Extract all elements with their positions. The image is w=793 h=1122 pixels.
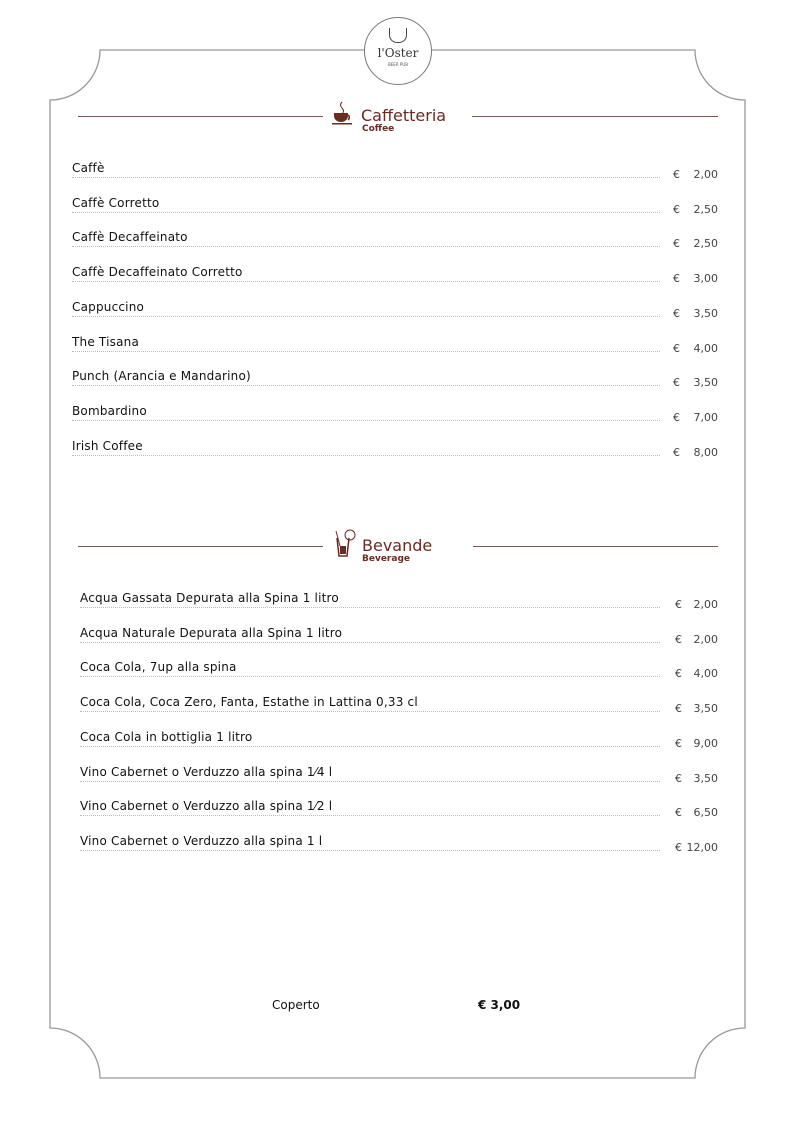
dotted-leader bbox=[72, 385, 660, 386]
item-name: Vino Cabernet o Verduzzo alla spina 1⁄2 l bbox=[80, 799, 333, 814]
item-currency: € bbox=[675, 736, 682, 750]
menu-item bbox=[72, 369, 718, 399]
item-currency: € bbox=[675, 702, 682, 716]
item-currency: € bbox=[675, 598, 682, 611]
item-currency: € bbox=[673, 306, 680, 320]
menu-item bbox=[80, 730, 718, 760]
coperto-label: Coperto bbox=[272, 998, 320, 1012]
item-name: Caffè Decaffeinato bbox=[72, 230, 188, 245]
item-name: Vino Cabernet o Verduzzo alla spina 1⁄4 l bbox=[80, 764, 333, 779]
item-name: Punch (Arancia e Mandarino) bbox=[72, 369, 251, 384]
section-title: Bevande bbox=[362, 536, 433, 555]
item-name: Caffè bbox=[72, 161, 105, 175]
item-currency: € bbox=[673, 202, 680, 216]
item-price: 4,00 bbox=[693, 667, 718, 681]
section-title: Caffetteria bbox=[361, 106, 447, 125]
menu-item bbox=[72, 439, 718, 469]
item-name: The Tisana bbox=[72, 334, 139, 349]
dotted-leader bbox=[80, 850, 660, 851]
divider bbox=[78, 546, 323, 547]
item-currency: € bbox=[675, 806, 682, 820]
item-name: Vino Cabernet o Verduzzo alla spina 1 l bbox=[80, 833, 323, 848]
menu-item bbox=[80, 626, 718, 656]
item-currency: € bbox=[673, 237, 680, 251]
drink-glass-icon bbox=[333, 528, 357, 558]
menu-item bbox=[72, 265, 718, 295]
menu-item bbox=[80, 834, 718, 864]
menu-item bbox=[72, 335, 718, 365]
menu-item bbox=[72, 404, 718, 434]
dotted-leader bbox=[80, 676, 660, 677]
dotted-leader bbox=[72, 455, 660, 456]
item-price: 3,50 bbox=[693, 702, 718, 716]
item-name: Acqua Naturale Depurata alla Spina 1 litro bbox=[80, 625, 343, 640]
item-price: 4,00 bbox=[693, 341, 718, 355]
item-name: Coca Cola in bottiglia 1 litro bbox=[80, 729, 253, 744]
item-price: 12,00 bbox=[686, 840, 718, 854]
dotted-leader bbox=[72, 351, 660, 352]
dotted-leader bbox=[72, 420, 660, 421]
logo-tagline: BEER PUB bbox=[388, 62, 408, 67]
item-currency: € bbox=[673, 376, 680, 390]
item-currency: € bbox=[673, 341, 680, 355]
logo bbox=[364, 17, 432, 85]
item-price: 2,00 bbox=[693, 632, 718, 646]
coperto-price: € 3,00 bbox=[478, 998, 521, 1012]
dotted-leader bbox=[80, 781, 660, 782]
item-name: Bombardino bbox=[72, 403, 147, 418]
divider bbox=[472, 116, 718, 117]
menu-item bbox=[80, 695, 718, 725]
item-price: 3,00 bbox=[693, 272, 718, 286]
item-currency: € bbox=[673, 445, 680, 459]
item-price: 2,00 bbox=[693, 598, 718, 611]
item-currency: € bbox=[673, 410, 680, 424]
wine-glass-icon bbox=[389, 28, 407, 43]
coffee-cup-icon bbox=[332, 100, 354, 126]
menu-item bbox=[72, 230, 718, 260]
item-currency: € bbox=[675, 840, 682, 854]
item-price: 6,50 bbox=[693, 806, 718, 820]
item-price: 3,50 bbox=[693, 306, 718, 320]
dotted-leader bbox=[80, 642, 660, 643]
section-subtitle: Beverage bbox=[362, 554, 410, 564]
menu-item bbox=[80, 799, 718, 829]
menu-item bbox=[72, 196, 718, 226]
menu-item bbox=[80, 660, 718, 690]
item-price: 3,50 bbox=[693, 376, 718, 390]
item-currency: € bbox=[673, 272, 680, 286]
item-name: Acqua Gassata Depurata alla Spina 1 litro bbox=[80, 591, 339, 605]
menu-item bbox=[72, 161, 718, 191]
item-name: Irish Coffee bbox=[72, 438, 143, 453]
item-name: Caffè Corretto bbox=[72, 195, 160, 210]
menu-item bbox=[72, 300, 718, 330]
item-name: Cappuccino bbox=[72, 299, 145, 314]
item-price: 2,00 bbox=[693, 168, 718, 181]
dotted-leader bbox=[80, 815, 660, 816]
dotted-leader bbox=[72, 281, 660, 282]
menu-item bbox=[80, 591, 718, 621]
item-name: Coca Cola, Coca Zero, Fanta, Estathe in Lattina 0,33 cl bbox=[80, 695, 418, 710]
menu-item bbox=[80, 765, 718, 795]
dotted-leader bbox=[80, 607, 660, 608]
item-price: 3,50 bbox=[693, 771, 718, 785]
item-name: Coca Cola, 7up alla spina bbox=[80, 660, 237, 675]
section-subtitle: Coffee bbox=[362, 124, 395, 134]
item-currency: € bbox=[673, 168, 680, 181]
dotted-leader bbox=[72, 316, 660, 317]
dotted-leader bbox=[72, 246, 660, 247]
divider bbox=[473, 546, 718, 547]
item-currency: € bbox=[675, 632, 682, 646]
item-currency: € bbox=[675, 771, 682, 785]
logo-name: l'Oster bbox=[377, 46, 419, 60]
item-price: 2,50 bbox=[693, 237, 718, 251]
item-price: 2,50 bbox=[693, 202, 718, 216]
dotted-leader bbox=[80, 746, 660, 747]
item-price: 9,00 bbox=[693, 736, 718, 750]
dotted-leader bbox=[80, 711, 660, 712]
dotted-leader bbox=[72, 212, 660, 213]
item-currency: € bbox=[675, 667, 682, 681]
item-price: 8,00 bbox=[693, 445, 718, 459]
divider bbox=[78, 116, 323, 117]
item-name: Caffè Decaffeinato Corretto bbox=[72, 265, 243, 280]
item-price: 7,00 bbox=[693, 410, 718, 424]
dotted-leader bbox=[72, 177, 660, 178]
